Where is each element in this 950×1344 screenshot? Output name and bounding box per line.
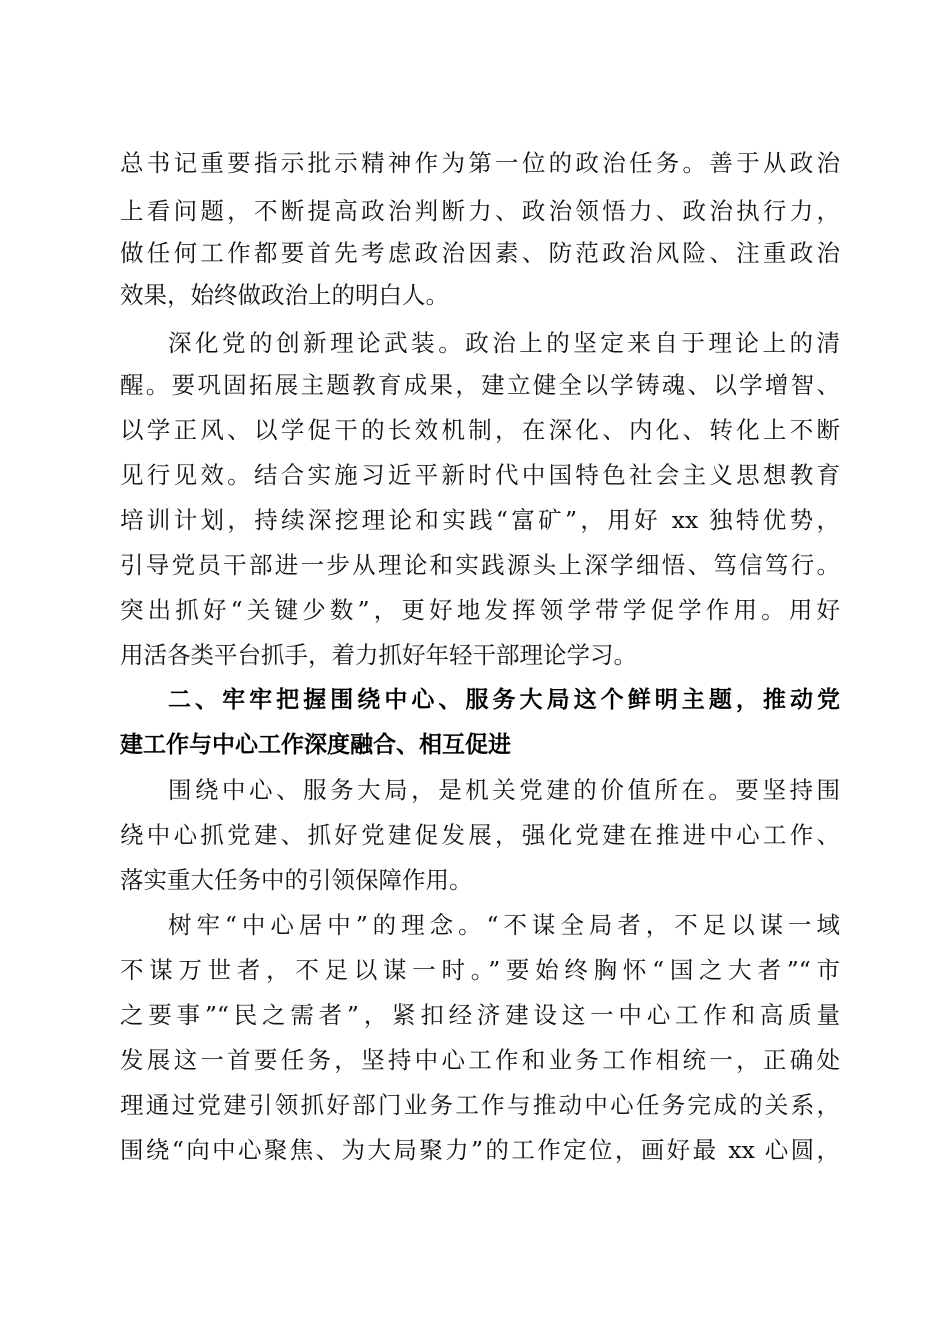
section-heading: 建工作与中心工作深度融合、相互促进 xyxy=(120,732,511,758)
paragraph-line: 不谋万世者，不足以谋一时。”要始终胸怀“国之大者”“市 xyxy=(120,956,840,984)
paragraph-line: 用活各类平台抓手，着力抓好年轻干部理论学习。 xyxy=(120,641,637,669)
paragraph-line: 总书记重要指示批示精神作为第一位的政治任务。善于从政治 xyxy=(120,149,840,177)
paragraph-line: 醒。要巩固拓展主题教育成果，建立健全以学铸魂、以学增智、 xyxy=(120,371,840,399)
paragraph-line: 效果，始终做政治上的明白人。 xyxy=(120,281,449,309)
paragraph-line: 上看问题，不断提高政治判断力、政治领悟力、政治执行力， xyxy=(120,197,840,225)
paragraph-line: 引导党员干部进一步从理论和实践源头上深学细悟、笃信笃行。 xyxy=(120,551,840,579)
paragraph-line: 突出抓好“关键少数”，更好地发挥领学带学促学作用。用好 xyxy=(120,596,840,624)
section-heading: 二、牢牢把握围绕中心、服务大局这个鲜明主题，推动党 xyxy=(168,687,840,713)
paragraph-line: 围绕“向中心聚焦、为大局聚力”的工作定位，画好最 xx 心圆， xyxy=(120,1136,840,1164)
paragraph-line: 树牢“中心居中”的理念。“不谋全局者，不足以谋一域 xyxy=(168,911,840,939)
paragraph-line: 理通过党建引领抓好部门业务工作与推动中心任务完成的关系， xyxy=(120,1091,840,1119)
paragraph-line: 以学正风、以学促干的长效机制，在深化、内化、转化上不断 xyxy=(120,416,840,444)
paragraph-line: 发展这一首要任务，坚持中心工作和业务工作相统一，正确处 xyxy=(120,1046,840,1074)
paragraph-line: 见行见效。结合实施习近平新时代中国特色社会主义思想教育 xyxy=(120,461,840,489)
paragraph-line: 培训计划，持续深挖理论和实践“富矿”，用好 xx 独特优势， xyxy=(120,506,840,534)
paragraph-line: 围绕中心、服务大局，是机关党建的价值所在。要坚持围 xyxy=(168,776,840,804)
paragraph-line: 绕中心抓党建、抓好党建促发展，强化党建在推进中心工作、 xyxy=(120,821,840,849)
paragraph-line: 做任何工作都要首先考虑政治因素、防范政治风险、注重政治 xyxy=(120,239,840,267)
paragraph-line: 之要事”“民之需者”，紧扣经济建设这一中心工作和高质量 xyxy=(120,1001,840,1029)
paragraph-line: 落实重大任务中的引领保障作用。 xyxy=(120,866,473,894)
paragraph-line: 深化党的创新理论武装。政治上的坚定来自于理论上的清 xyxy=(168,329,840,357)
